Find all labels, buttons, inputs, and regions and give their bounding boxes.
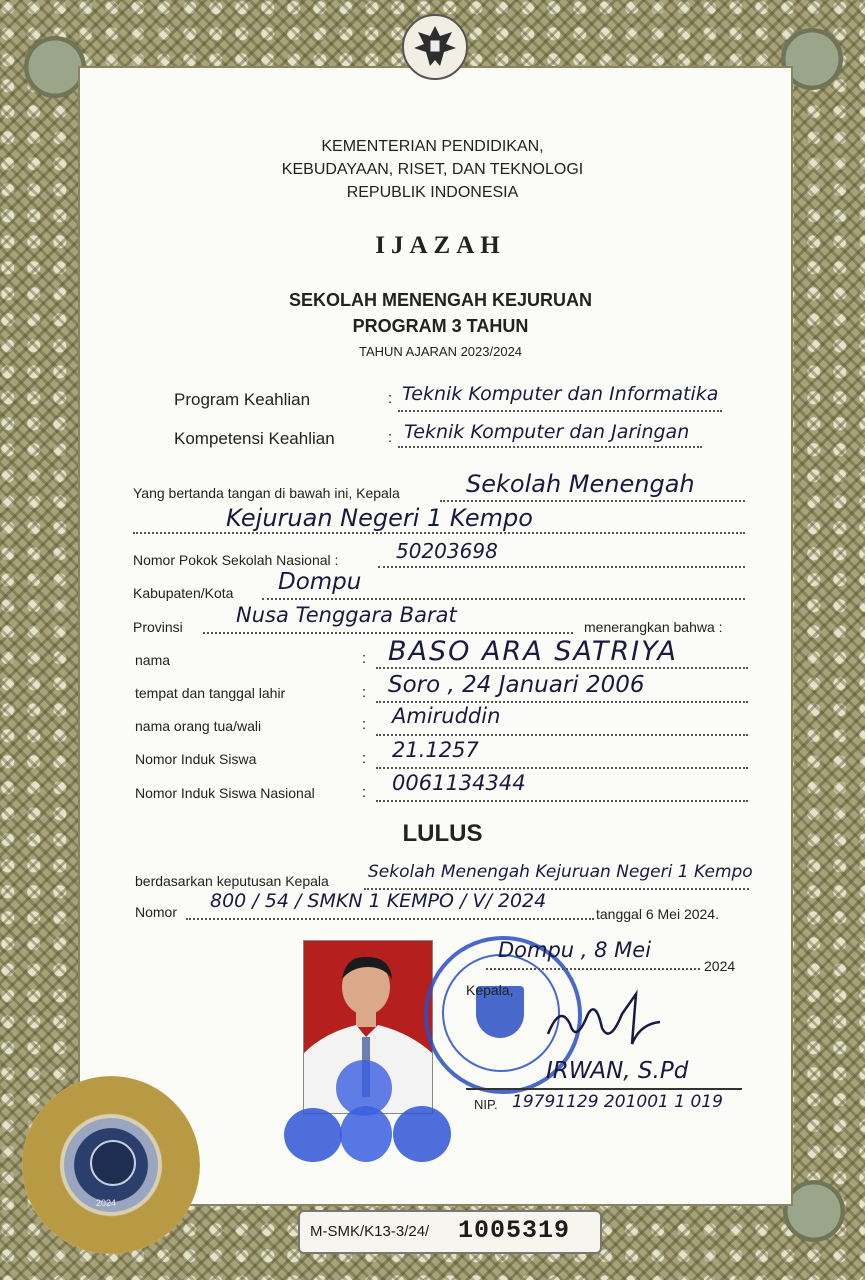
ministry-line-1: KEMENTERIAN PENDIDIKAN, [321, 138, 544, 155]
dotted-line [376, 767, 748, 769]
competence-label: Kompetensi Keahlian [174, 429, 335, 448]
serial-number: 1005319 [458, 1216, 571, 1245]
school-name-part1: Sekolah Menengah [466, 470, 695, 498]
regency-value: Dompu [278, 569, 362, 595]
npsn-value: 50203698 [396, 539, 498, 563]
dotted-line [262, 598, 745, 600]
nisn-label: Nomor Induk Siswa Nasional [135, 785, 315, 801]
decision-value: Sekolah Menengah Kejuruan Negeri 1 Kempo [368, 862, 753, 882]
declares-text: menerangkan bahwa : [584, 619, 723, 635]
tut-wuri-logo-icon [90, 1140, 136, 1186]
school-name-part2: Kejuruan Negeri 1 Kempo [226, 504, 533, 532]
decree-number-label: Nomor [135, 904, 178, 920]
signatory-name: IRWAN, S.Pd [546, 1058, 689, 1084]
dotted-line [376, 800, 748, 802]
dotted-line [398, 410, 722, 412]
handwritten-signature [540, 984, 680, 1064]
colon: : [362, 650, 367, 667]
parent-label: nama orang tua/wali [135, 718, 262, 734]
nisn-value: 0061134344 [392, 771, 526, 795]
program-duration: PROGRAM 3 TAHUN [352, 316, 529, 336]
colon: : [388, 390, 393, 407]
colon: : [362, 784, 367, 801]
colon: : [388, 429, 393, 446]
colon: : [362, 684, 367, 701]
dotted-line [486, 968, 700, 970]
birth-value: Soro , 24 Januari 2006 [388, 672, 645, 698]
program-label: Program Keahlian [174, 390, 311, 409]
province-label: Provinsi [133, 619, 183, 635]
decree-date: tanggal 6 Mei 2024. [596, 906, 719, 922]
dotted-line [133, 532, 745, 534]
npsn-label: Nomor Pokok Sekolah Nasional : [133, 552, 339, 568]
hologram-seal [22, 1076, 200, 1254]
regency-label: Kabupaten/Kota [133, 585, 234, 601]
nip-value: 19791129 201001 1 019 [512, 1092, 723, 1112]
decree-number-value: 800 / 54 / SMKN 1 KEMPO / V/ 2024 [210, 890, 547, 912]
dotted-line [398, 446, 702, 448]
parent-value: Amiruddin [392, 704, 501, 728]
nis-value: 21.1257 [392, 738, 479, 762]
dotted-line [376, 701, 748, 703]
competence-value: Teknik Komputer dan Jaringan [404, 421, 690, 443]
birth-label: tempat dan tanggal lahir [135, 685, 286, 701]
student-name-value: BASO ARA SATRIYA [388, 636, 678, 667]
dotted-line [440, 500, 745, 502]
academic-year: TAHUN AJARAN 2023/2024 [358, 344, 523, 359]
fingerprint-mark [393, 1106, 451, 1162]
ministry-line-2: KEBUDAYAAN, RISET, DAN TEKNOLOGI [281, 161, 584, 178]
graduation-status: LULUS [402, 820, 483, 847]
signatory-title: Kepala, [466, 982, 514, 998]
ministry-line-3: REPUBLIK INDONESIA [346, 184, 519, 201]
colon: : [362, 750, 367, 767]
corner-ornament-top-left [24, 36, 86, 98]
student-name-label: nama [135, 652, 171, 668]
dotted-line [376, 667, 748, 669]
serial-prefix: M-SMK/K13-3/24/ [310, 1223, 430, 1240]
program-value: Teknik Komputer dan Informatika [402, 383, 719, 405]
sign-year: 2024 [704, 958, 736, 974]
document-title: IJAZAH [375, 232, 506, 259]
fingerprint-mark [284, 1108, 342, 1162]
decision-label: berdasarkan keputusan Kepala [135, 873, 329, 889]
province-value: Nusa Tenggara Barat [236, 603, 457, 627]
nis-label: Nomor Induk Siswa [135, 751, 257, 767]
fingerprint-mark [336, 1060, 392, 1116]
dotted-line [376, 734, 748, 736]
hologram-year: 2024 [96, 1198, 117, 1208]
dotted-line [378, 566, 745, 568]
intro-label: Yang bertanda tangan di bawah ini, Kepala [133, 485, 400, 501]
colon: : [362, 716, 367, 733]
dotted-line [186, 918, 594, 920]
dotted-line [203, 632, 573, 634]
nip-label: NIP. [474, 1097, 498, 1112]
signature-underline [466, 1088, 742, 1090]
serial-plate [298, 1210, 602, 1254]
garuda-emblem-icon [402, 14, 468, 80]
school-type: SEKOLAH MENENGAH KEJURUAN [288, 290, 593, 310]
sign-place-date: Dompu , 8 Mei [498, 938, 652, 962]
